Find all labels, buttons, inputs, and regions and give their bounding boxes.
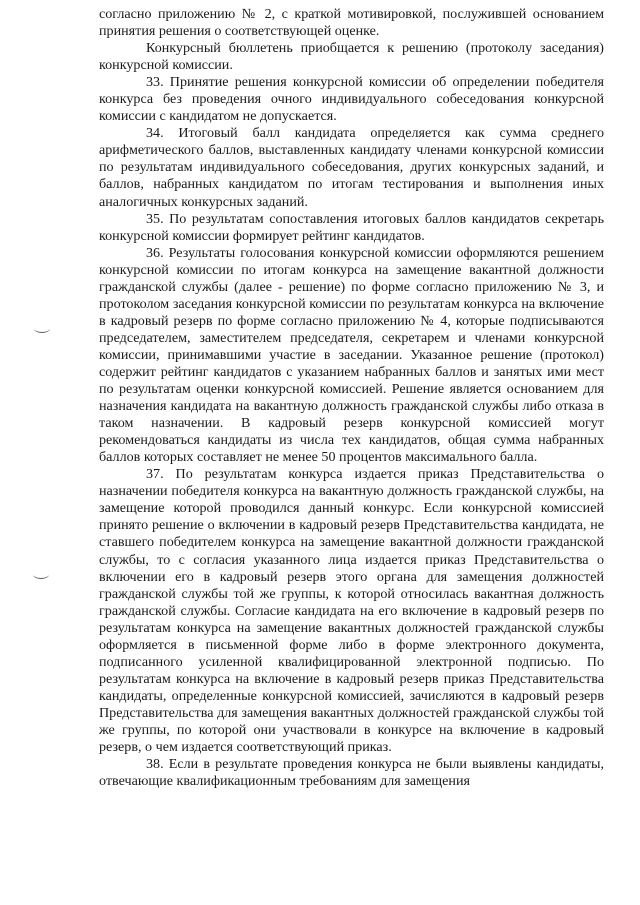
paragraph-37: 37. По результатам конкурса издается приказ Представительства о назначении победителя конкурса на вакантную должность гражданской службы, на замещение которой проводился данный конкурс. Если конкурсной комиссией принято решение о включении в кадровый резерв Представительства кандидата, не ставшего победителем конкурса на замещение вакантной должности гражданской службы, то с согласия указанного лица издается приказ Представительства о включении его в кадровый резерв этого органа для замещения должностей гражданской службы той же группы, к которой относилась вакантная должность гражданской службы. Согласие кандидата на его включение в кадровый резерв по результатам конкурса на замещение вакантных должностей гражданской службы оформляется в письменной форме либо в форме электронного документа, подписанного усиленной квалифицированной электронной подписью. По результатам конкурса на включение в кадровый резерв приказ Представительства кандидаты, определенные конкурсной комиссией, зачисляются в кадровый резерв Представительства для замещения вакантных должностей гражданской службы той же группы, по которой они участвовали в конкурсе на включение в кадровый резерв, о чем издается соответствующий приказ.	[99, 466, 604, 756]
paragraph-36: 36. Результаты голосования конкурсной комиссии оформляются решением конкурсной комиссии по итогам конкурса на замещение вакантной должности гражданской службы (далее - решение) по форме согласно приложению № 3, и протоколом заседания конкурсной комиссии по результатам конкурса на включение в кадровый резерв по форме согласно приложению № 4, которые подписываются председателем, заместителем председателя, секретарем и членами конкурсной комиссии, принимавшими участие в заседании. Указанное решение (протокол) содержит рейтинг кандидатов с указанием набранных баллов и занятых ими мест по результатам оценки конкурсной комиссией. Решение является основанием для назначения кандидата на вакантную должность гражданской службы либо отказа в таком назначении. В кадровый резерв конкурсной комиссией могут рекомендоваться кандидаты из числа тех кандидатов, общая сумма набранных баллов которых составляет не менее 50 процентов максимального балла.	[99, 244, 604, 466]
paragraph-continuation: согласно приложению № 2, с краткой мотивировкой, послужившей основанием принятия решения о соответствующей оценке.	[99, 6, 604, 40]
scan-mark	[33, 570, 49, 579]
document-body	[99, 6, 604, 790]
paragraph-ballot: Конкурсный бюллетень приобщается к решению (протоколу заседания) конкурсной комиссии.	[99, 40, 604, 74]
paragraph-35: 35. По результатам сопоставления итоговых баллов кандидатов секретарь конкурсной комиссии формирует рейтинг кандидатов.	[99, 210, 604, 244]
scan-mark	[34, 324, 50, 333]
paragraph-33: 33. Принятие решения конкурсной комиссии об определении победителя конкурса без проведения очного индивидуального собеседования конкурсной комиссии с кандидатом не допускается.	[99, 74, 604, 125]
paragraph-34: 34. Итоговый балл кандидата определяется как сумма среднего арифметического баллов, выставленных кандидату членами конкурсной комиссии по результатам индивидуального собеседования, других конкурсных заданий, и баллов, набранных кандидатом по итогам тестирования и выполнения иных аналогичных конкурсных заданий.	[99, 125, 604, 210]
paragraph-38: 38. Если в результате проведения конкурса не были выявлены кандидаты, отвечающие квалификационным требованиям для замещения	[99, 756, 604, 790]
